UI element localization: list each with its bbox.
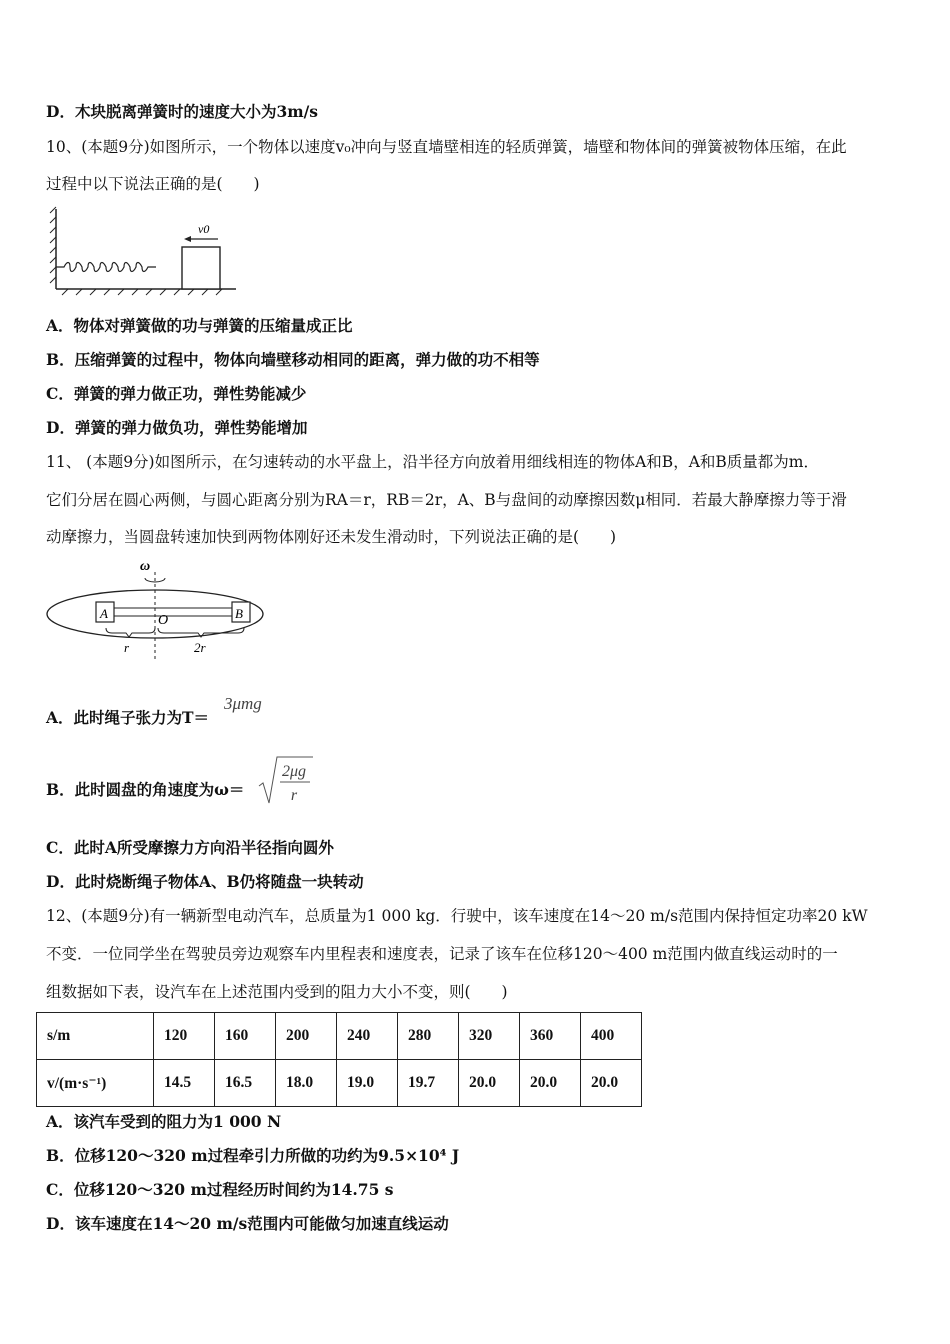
q10-stem-line1: 10、(本题9分)如图所示，一个物体以速度v₀冲向与竖直墙壁相连的轻质弹簧，墙壁和物体间的弹簧被物体压缩，在此 [46, 138, 847, 156]
q11-disk-figure [44, 558, 266, 662]
omega-label: ω [140, 559, 151, 574]
table-cell: 19.7 [398, 1060, 459, 1107]
two-r-label: 2r [194, 640, 206, 655]
table-cell: 360 [520, 1013, 581, 1060]
q12-option-a: A．该汽车受到的阻力为1 000 N [46, 1112, 282, 1131]
q10-option-c: C．弹簧的弹力做正功，弹性势能减少 [46, 384, 307, 403]
table-cell: 160 [215, 1013, 276, 1060]
q11-option-b: B．此时圆盘的角速度为ω＝ [46, 780, 245, 799]
q10-option-d: D．弹簧的弹力做负功，弹性势能增加 [46, 418, 308, 437]
table-header-cell: v/(m·s⁻¹) [37, 1060, 154, 1107]
q10-v0-label: v0 [198, 222, 210, 236]
q12-stem-line2: 不变．一位同学坐在驾驶员旁边观察车内里程表和速度表，记录了该车在位移120～400 m范围内做直线运动时的一 [46, 945, 838, 963]
table-cell: 280 [398, 1013, 459, 1060]
q11-stem-line3: 动摩擦力，当圆盘转速加快到两物体刚好还未发生滑动时，下列说法正确的是( ) [46, 528, 617, 546]
table-cell: 120 [154, 1013, 215, 1060]
q12-option-b: B．位移120～320 m过程牵引力所做的功约为9.5×10⁴ J [46, 1146, 460, 1165]
q9-option-d: D．木块脱离弹簧时的速度大小为3m/s [46, 102, 319, 121]
table-cell: 20.0 [459, 1060, 520, 1107]
block-b-label: B [235, 606, 243, 621]
q10-spring-figure [50, 205, 240, 297]
data-table [36, 1012, 642, 1107]
table-cell: 240 [337, 1013, 398, 1060]
table-row [37, 1013, 642, 1060]
table-cell: 18.0 [276, 1060, 337, 1107]
table-cell: 20.0 [581, 1060, 642, 1107]
q11-option-a-formula: 3μmg [224, 694, 262, 713]
sqrt-numerator: 2μg [281, 763, 307, 780]
q10-option-a: A．物体对弹簧做的功与弹簧的压缩量成正比 [46, 316, 353, 335]
q11-option-a: A．此时绳子张力为T＝ [46, 708, 210, 727]
q12-option-d: D．该车速度在14～20 m/s范围内可能做匀加速直线运动 [46, 1214, 449, 1233]
center-o-label: O [158, 613, 169, 628]
q12-stem-line3: 组数据如下表，设汽车在上述范围内受到的阻力大小不变，则( ) [46, 983, 508, 1001]
table-cell: 16.5 [215, 1060, 276, 1107]
table-cell: 400 [581, 1013, 642, 1060]
table-cell: 200 [276, 1013, 337, 1060]
table-row [37, 1060, 642, 1107]
block-a-label: A [100, 606, 108, 621]
q11-stem-line1: 11、 (本题9分)如图所示，在匀速转动的水平盘上，沿半径方向放着用细线相连的物体A和B，A和B质量都为m． [46, 453, 819, 471]
table-header-cell: s/m [37, 1013, 154, 1060]
table-cell: 14.5 [154, 1060, 215, 1107]
sqrt-formula [258, 754, 314, 808]
r-label: r [124, 640, 130, 655]
table-cell: 20.0 [520, 1060, 581, 1107]
q12-stem-line1: 12、(本题9分)有一辆新型电动汽车，总质量为1 000 kg．行驶中，该车速度在14～20 m/s范围内保持恒定功率20 kW [46, 907, 868, 925]
q10-option-b: B．压缩弹簧的过程中，物体向墙壁移动相同的距离，弹力做的功不相等 [46, 350, 540, 369]
q10-stem-line2: 过程中以下说法正确的是( ) [46, 175, 260, 193]
q11-stem-line2: 它们分居在圆心两侧，与圆心距离分别为RA＝r，RB＝2r，A、B与盘间的动摩擦因数μ相同．若最大静摩擦力等于滑 [46, 491, 847, 509]
table-cell: 19.0 [337, 1060, 398, 1107]
sqrt-denominator: r [290, 787, 298, 804]
q11-option-d: D．此时烧断绳子物体A、B仍将随盘一块转动 [46, 872, 364, 891]
q12-option-c: C．位移120～320 m过程经历时间约为14.75 s [46, 1180, 394, 1199]
q11-option-c: C．此时A所受摩擦力方向沿半径指向圆外 [46, 838, 334, 857]
table-cell: 320 [459, 1013, 520, 1060]
